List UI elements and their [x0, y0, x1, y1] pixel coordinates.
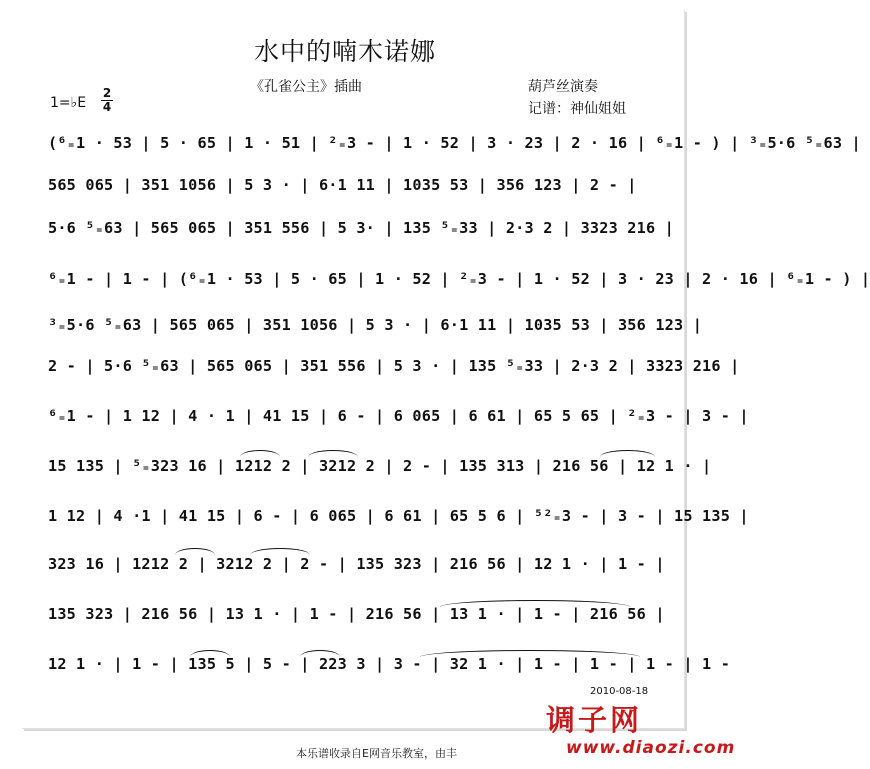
- slur-mark: [240, 450, 280, 457]
- score-line-2: 565 065 | 351 1056 | 5 3 · | 6·1 11 | 1035 53 | 356 123 | 2 - |: [48, 176, 637, 194]
- footer-credit: 本乐谱收录自E网音乐教室，由丰: [296, 747, 457, 760]
- score-line-6: 2 - | 5·6 ⁵₌63 | 565 065 | 351 556 | 5 3 · | 135 ⁵₌33 | 2·3 2 | 3323 216 |: [48, 357, 740, 375]
- arranger-credit: 记谱：神仙姐姐: [528, 101, 626, 117]
- time-signature: [100, 88, 114, 113]
- slur-mark: [308, 450, 358, 457]
- song-subtitle: 《孔雀公主》插曲: [250, 79, 362, 95]
- score-line-11: 135 323 | 216 56 | 13 1 · | 1 - | 216 56 | 13 1 · | 1 - | 216 56 |: [48, 605, 665, 623]
- score-line-4: ⁶₌1 - | 1 - | (⁶₌1 · 53 | 5 · 65 | 1 · 52 | ²₌3 - | 1 · 52 | 3 · 23 | 2 · 16 | ⁶₌1 - ) |: [48, 270, 870, 288]
- time-signature-top: 2: [102, 86, 112, 100]
- time-signature-bottom: 4: [102, 100, 112, 114]
- slur-mark: [440, 600, 630, 607]
- score-line-5: ³₌5·6 ⁵₌63 | 565 065 | 351 1056 | 5 3 · | 6·1 11 | 1035 53 | 356 123 |: [48, 316, 703, 334]
- score-line-1: (⁶₌1 · 53 | 5 · 65 | 1 · 51 | ²₌3 - | 1 · 52 | 3 · 23 | 2 · 16 | ⁶₌1 - ) | ³₌5·6 ⁵₌63 |: [48, 134, 861, 152]
- song-title: 水中的喃木诺娜: [253, 37, 436, 66]
- watermark-url: www.diaozi.com: [566, 738, 736, 758]
- watermark-logo: 调子网: [546, 703, 643, 737]
- performer-credit: 葫芦丝演奏: [528, 79, 598, 95]
- slur-mark: [600, 450, 655, 457]
- slur-mark: [190, 650, 230, 657]
- score-line-12: 12 1 · | 1 - | 135 5 | 5 - | 223 3 | 3 - | 32 1 · | 1 - | 1 - | 1 - | 1 -: [48, 655, 731, 673]
- score-date: 2010-08-18: [590, 686, 649, 697]
- score-line-9: 1 12 | 4 ·1 | 41 15 | 6 - | 6 065 | 6 61 | 65 5 6 | ⁵²₌3 - | 3 - | 15 135 |: [48, 507, 749, 525]
- slur-mark: [420, 650, 640, 657]
- score-line-8: 15 135 | ⁵₌323 16 | 1212 2 | 3212 2 | 2 - | 135 313 | 216 56 | 12 1 · |: [48, 457, 712, 475]
- score-line-7: ⁶₌1 - | 1 12 | 4 · 1 | 41 15 | 6 - | 6 065 | 6 61 | 65 5 65 | ²₌3 - | 3 - |: [48, 407, 749, 425]
- score-line-10: 323 16 | 1212 2 | 3212 2 | 2 - | 135 323 | 216 56 | 12 1 · | 1 - |: [48, 555, 665, 573]
- slur-mark: [300, 650, 340, 657]
- slur-mark: [175, 548, 215, 555]
- key-signature: 1=♭E: [50, 95, 87, 111]
- score-line-3: 5·6 ⁵₌63 | 565 065 | 351 556 | 5 3· | 135 ⁵₌33 | 2·3 2 | 3323 216 |: [48, 219, 675, 237]
- slur-mark: [250, 548, 310, 555]
